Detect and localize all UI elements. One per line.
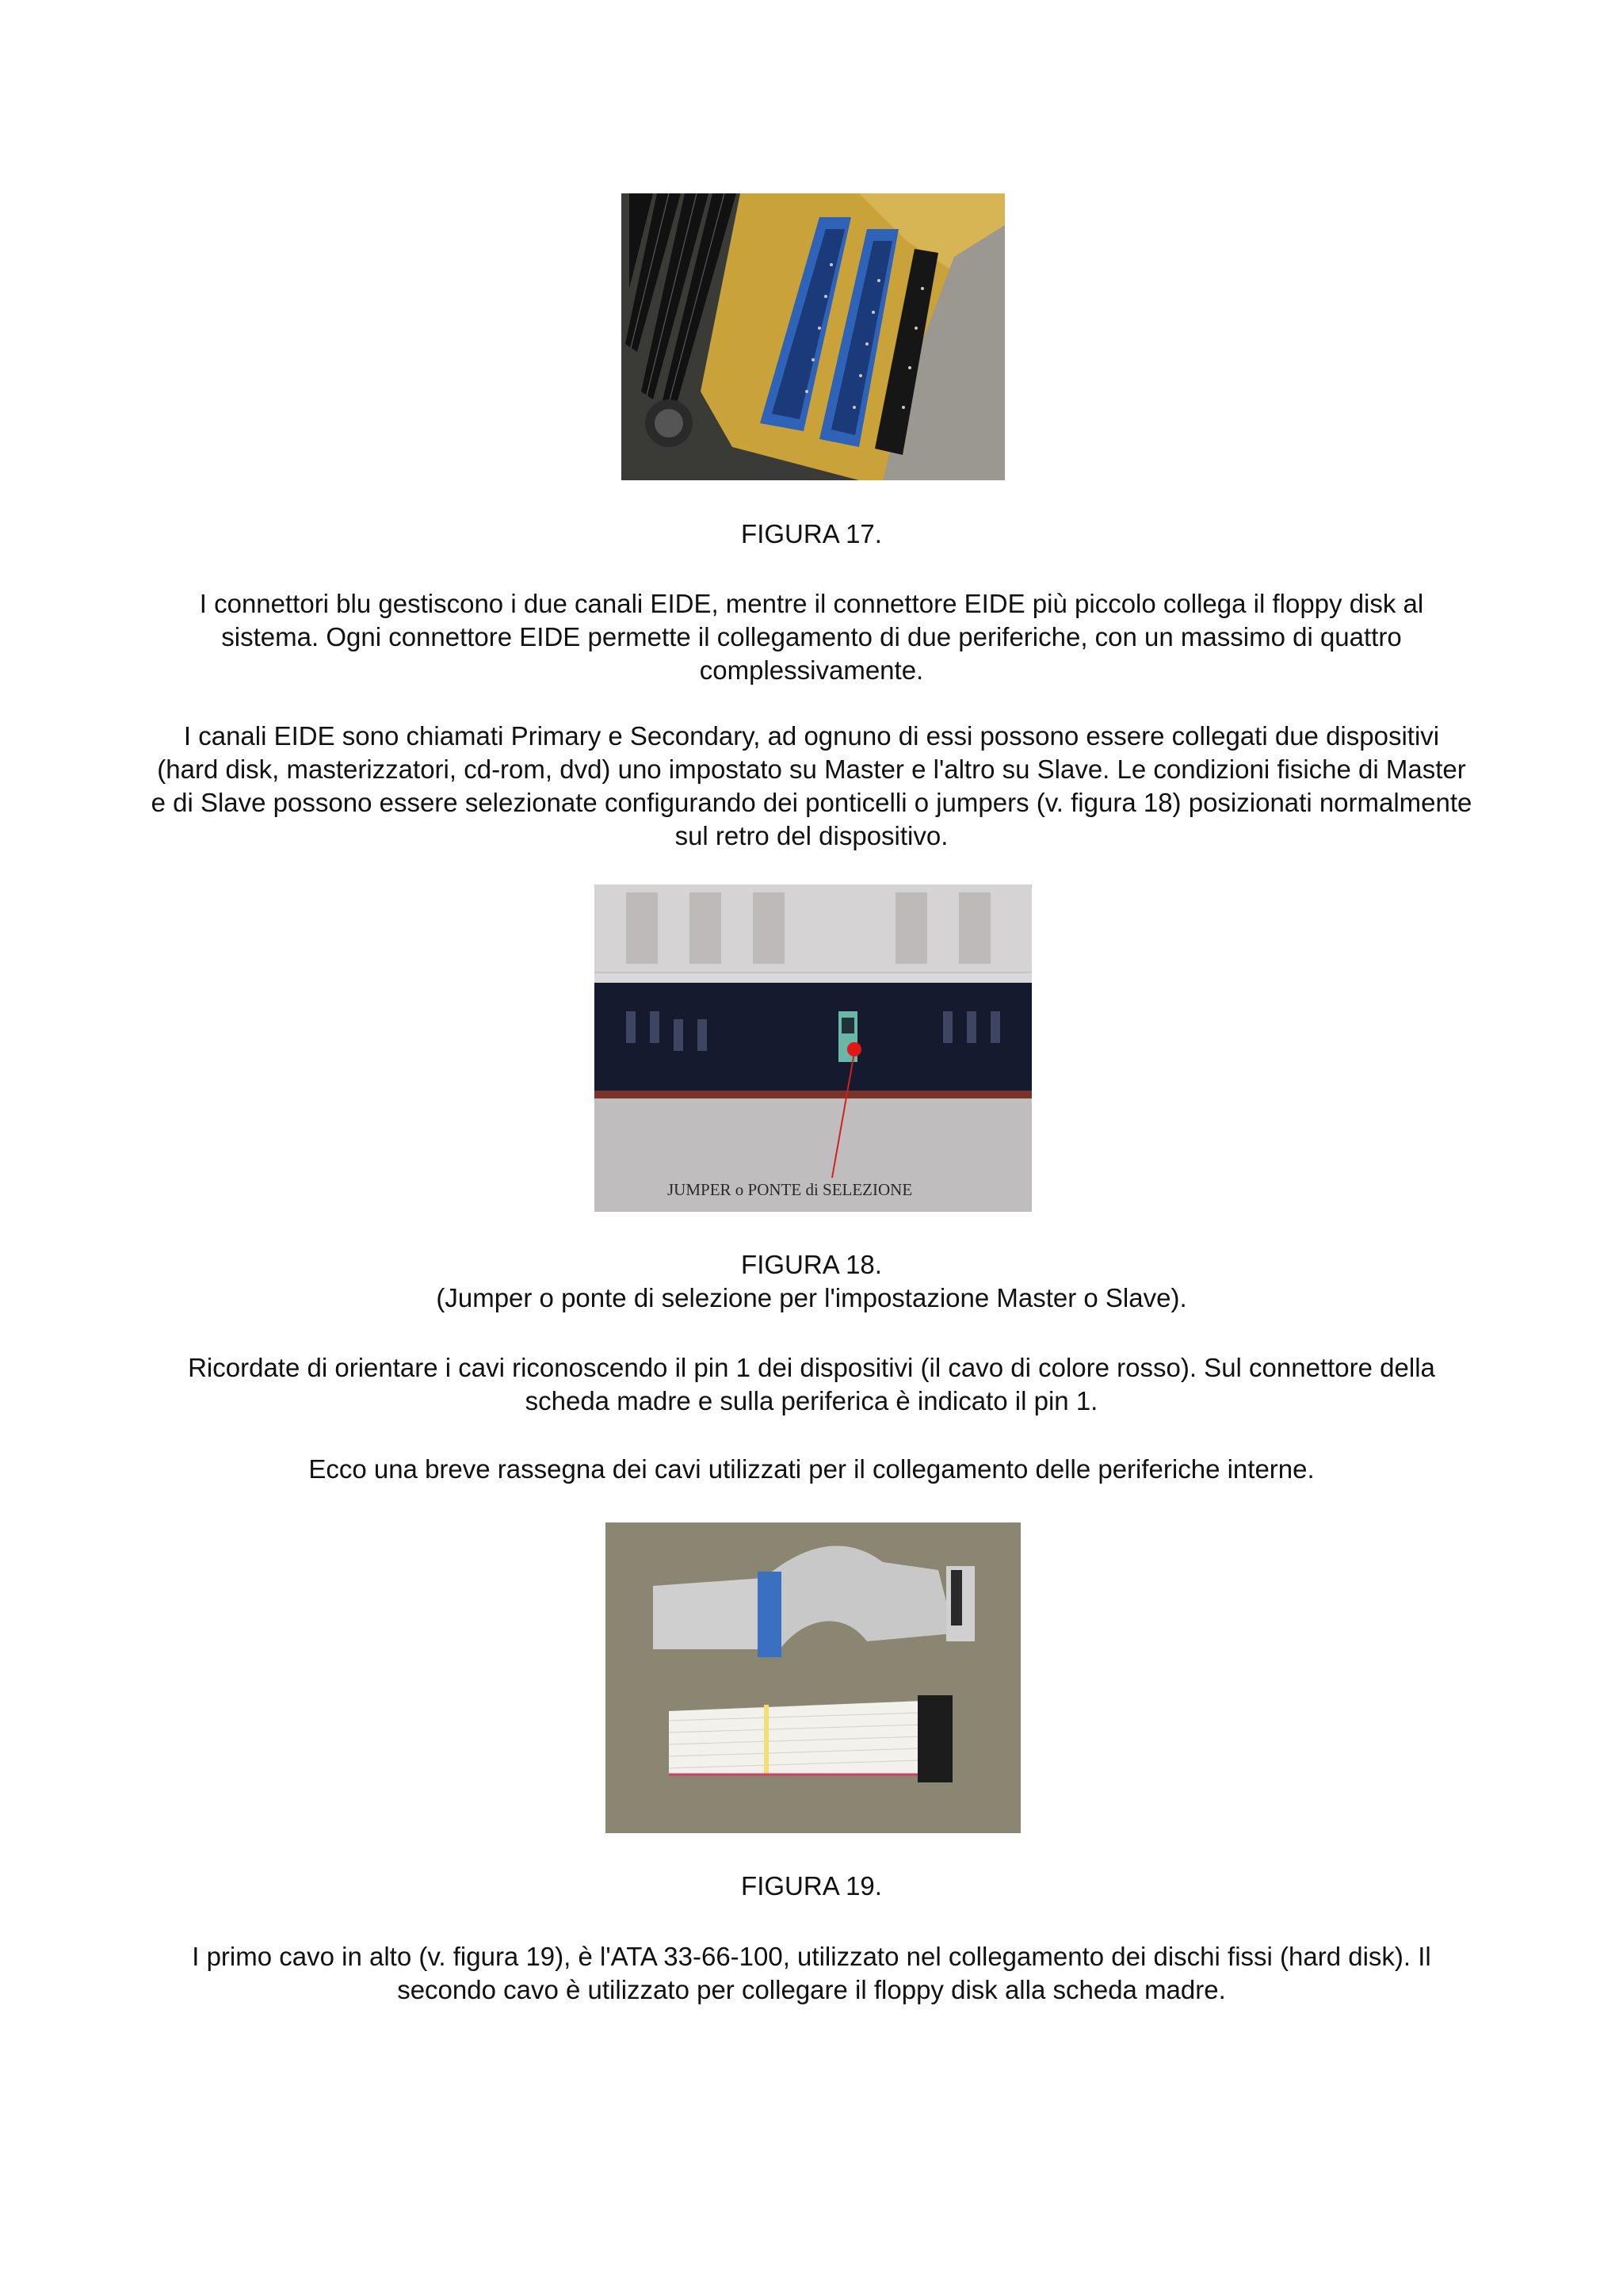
paragraph-pin1: Ricordate di orientare i cavi riconoscendo il pin 1 dei dispositivi (il cavo di colore rosso). Sul connettore della scheda madre e sulla periferica è indicato il pin 1. bbox=[188, 1353, 1435, 1415]
figure-17-image bbox=[621, 193, 1005, 480]
jumper-label: JUMPER o PONTE di SELEZIONE bbox=[667, 1180, 913, 1199]
paragraph-primary-secondary: I canali EIDE sono chiamati Primary e Secondary, ad ognuno di essi possono essere collegati due dispositivi (hard disk, masterizzatori, cd-rom, dvd) uno impostato su Master e l'altro su Slave. Le condizioni fisiche di Master e di Slave possono essere selezionate configurando dei ponticelli o jumpers (v. figura 18) posizionati normalmente sul retro del dispositivo. bbox=[151, 721, 1472, 850]
figure-17-caption: FIGURA 17. bbox=[741, 519, 882, 548]
figure-18-subcaption: (Jumper o ponte di selezione per l'impostazione Master o Slave). bbox=[436, 1283, 1187, 1312]
figure-19-caption: FIGURA 19. bbox=[741, 1871, 882, 1901]
paragraph-eide-connectors: I connettori blu gestiscono i due canali EIDE, mentre il connettore EIDE più piccolo collega il floppy disk al sistema. Ogni connettore EIDE permette il collegamento di due periferiche, con un massimo di quattro complessivamente. bbox=[199, 589, 1424, 685]
paragraph-cable-overview: Ecco una breve rassegna dei cavi utilizzati per il collegamento delle periferiche interne. bbox=[308, 1454, 1315, 1484]
figure-19-image bbox=[605, 1522, 1021, 1833]
figure-18-image bbox=[594, 884, 1032, 1212]
paragraph-ata-cable: I primo cavo in alto (v. figura 19), è l'ATA 33-66-100, utilizzato nel collegamento dei dischi fissi (hard disk). Il secondo cavo è utilizzato per collegare il floppy disk alla scheda madre. bbox=[192, 1942, 1431, 2004]
figure-18-caption: FIGURA 18. bbox=[741, 1250, 882, 1279]
